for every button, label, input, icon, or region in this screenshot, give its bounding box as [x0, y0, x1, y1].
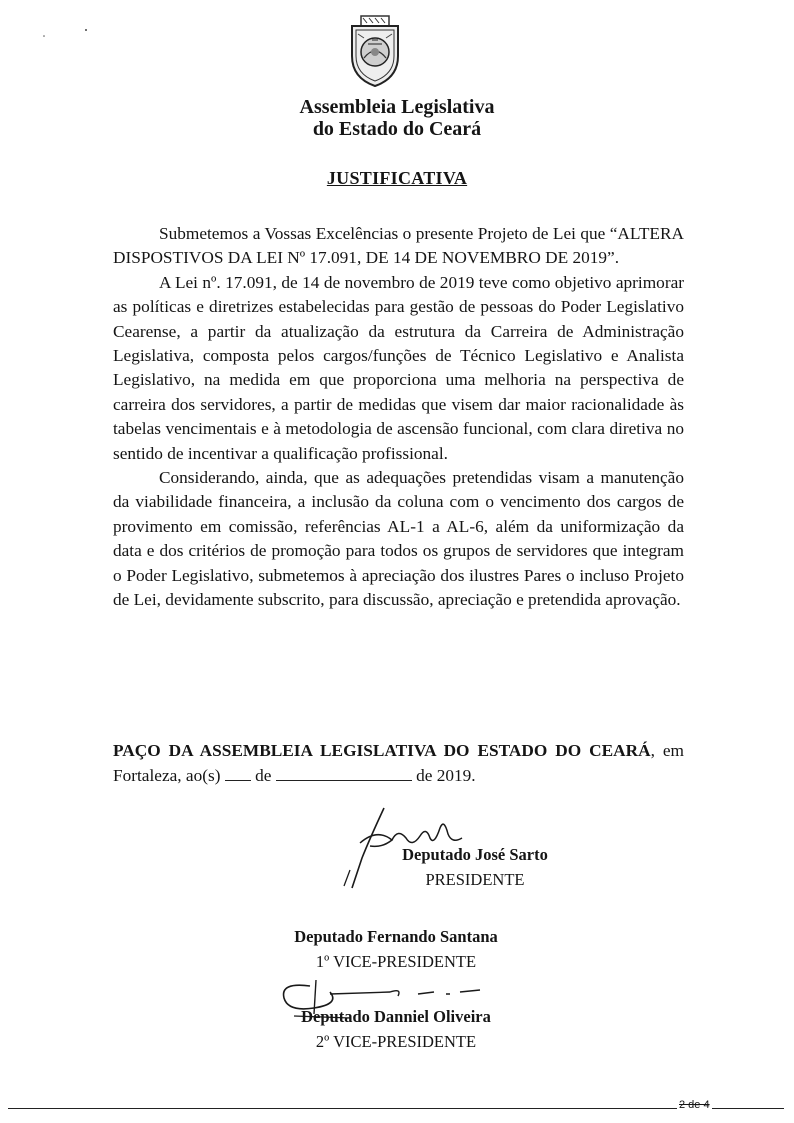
date-mid: de — [255, 766, 272, 785]
closing-block — [113, 738, 684, 788]
closing-date-line — [113, 763, 684, 788]
footer-rule — [8, 1108, 784, 1109]
scan-specks — [0, 0, 120, 60]
signatory-role: 1º VICE-PRESIDENTE — [315, 952, 477, 971]
date-suffix: de 2019. — [416, 766, 476, 785]
signatory-role: PRESIDENTE — [425, 870, 525, 889]
ceara-coat-of-arms-icon — [344, 14, 406, 88]
month-blank — [276, 765, 412, 781]
signature-block-president — [275, 842, 675, 892]
paragraph-1: Submetemos a Vossas Excelências o presente Projeto de Lei que “ALTERA DISPOSTIVOS DA LEI Nº 17.091, DE 14 DE NOVEMBRO DE 2019”. — [113, 224, 684, 268]
day-blank — [225, 765, 251, 781]
signatory-name: Deputado Danniel Oliveira — [301, 1007, 491, 1026]
page-number: 2 de 4 — [679, 1099, 710, 1111]
signatory-role: 2º VICE-PRESIDENTE — [315, 1032, 477, 1051]
closing-place-line — [113, 738, 684, 763]
signatory-name: Deputado Fernando Santana — [294, 927, 498, 946]
document-title: JUSTIFICATIVA — [326, 168, 468, 188]
paragraph-2: A Lei nº. 17.091, de 14 de novembro de 2019 teve como objetivo aprimorar as políticas e diretrizes estabelecidas para gestão de pessoas do Poder Legislativo Cearense, a partir da atualização da estrutura da Carreira de Administração Legislativa, composta pelos cargos/funções de Técnico Legislativo e Analista Legislativo, na medida em que proporciona uma melhoria na perspectiva de carreira dos servidores, a partir de medidas que visem dar maior racionalidade às tabelas vencimentais e à metodologia de ascensão funcional, com clara diretiva no sentido de incentivar a qualificação profissional. — [113, 272, 684, 463]
justification-body — [113, 222, 684, 613]
closing-place-rest: , em — [650, 741, 684, 760]
closing-place: PAÇO DA ASSEMBLEIA LEGISLATIVA DO ESTADO DO CEARÁ — [113, 741, 651, 760]
signatory-name: Deputado José Sarto — [402, 845, 548, 864]
paragraph-3: Considerando, ainda, que as adequações pretendidas visam a manutenção da viabilidade financeira, a inclusão da coluna com o vencimento dos cargos de provimento em comissão, referências AL-1 a AL-6, além da uniformização da data e dos critérios de promoção para todos os grupos de servidores que integram o Poder Legislativo, submetemos à apreciação dos ilustres Pares o incluso Projeto de Lei, devidamente subscrito, para discussão, apreciação e pretendida aprovação. — [113, 468, 684, 610]
signature-block-second-vice — [196, 1004, 596, 1054]
institution-name-line2: do Estado do Ceará — [312, 118, 482, 140]
institution-name-line1: Assembleia Legislativa — [299, 96, 495, 118]
date-prefix: Fortaleza, ao(s) — [113, 766, 221, 785]
signature-block-first-vice — [196, 924, 596, 974]
